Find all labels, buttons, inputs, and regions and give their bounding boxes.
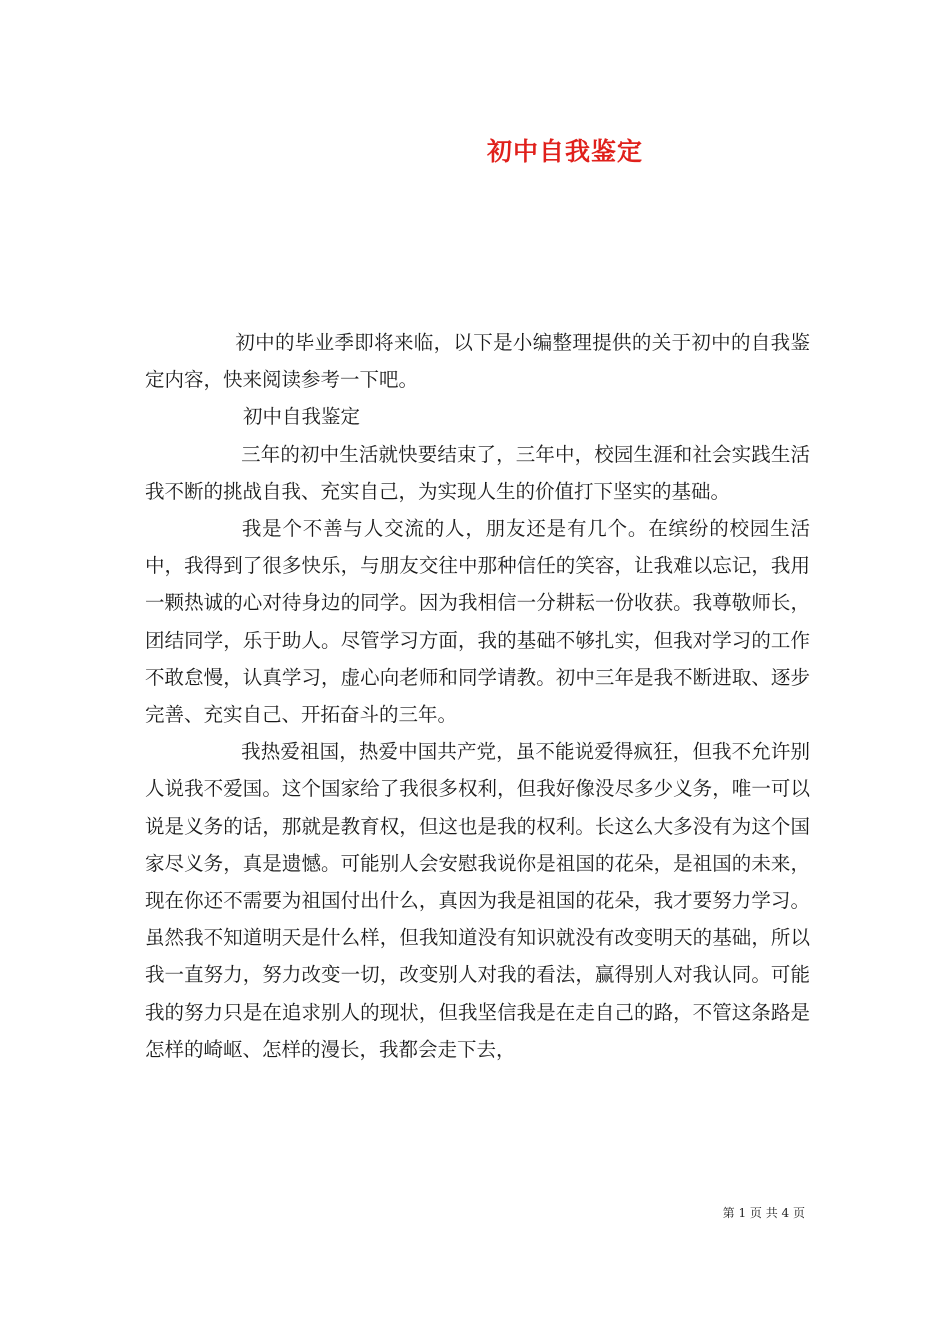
page-footer: 第 1 页 共 4 页 — [722, 1206, 805, 1220]
body-paragraph — [145, 436, 810, 510]
document-title: 初中自我鉴定 — [486, 137, 643, 166]
subtitle-paragraph — [145, 398, 810, 435]
body-paragraph — [145, 510, 810, 733]
paragraph-text: 我热爱祖国，热爱中国共产党，虽不能说爱得疯狂，但我不允许别人说我不爱国。这个国家给了我很多权利，但我好像没尽多少义务，唯一可以说是义务的话，那就是教育权，但这也是我的权利。长这么大多没有为这个国家尽义务，真是遗憾。可能别人会安慰我说你是祖国的花朵，是祖国的未来，现在你还不需要为祖国付出什么，真因为我是祖国的花朵，我才要努力学习。虽然我不知道明天是什么样，但我知道没有知识就没有改变明天的基础，所以我一直努力，努力改变一切，改变别人对我的看法，赢得别人对我认同。可能我的努力只是在追求别人的现状，但我坚信我是在走自己的路，不管这条路是怎样的崎岖、怎样的漫长，我都会走下去， — [145, 740, 810, 1061]
paragraph-text: 我是个不善与人交流的人，朋友还是有几个。在缤纷的校园生活中，我得到了很多快乐，与朋友交往中那种信任的笑容，让我难以忘记，我用一颗热诚的心对待身边的同学。因为我相信一分耕耘一份收获。我尊敬师长，团结同学，乐于助人。尽管学习方面，我的基础不够扎实，但我对学习的工作不敢怠慢，认真学习，虚心向老师和同学请教。初中三年是我不断进取、逐步完善、充实自己、开拓奋斗的三年。 — [145, 517, 810, 727]
intro-text: 初中的毕业季即将来临，以下是小编整理提供的关于初中的自我鉴定内容，快来阅读参考一下吧。 — [145, 331, 810, 392]
intro-paragraph — [145, 324, 810, 398]
body-paragraph — [145, 733, 810, 1068]
paragraph-text: 三年的初中生活就快要结束了，三年中，校园生涯和社会实践生活我不断的挑战自我、充实自己，为实现人生的价值打下坚实的基础。 — [145, 442, 810, 503]
subtitle-text: 初中自我鉴定 — [243, 405, 361, 429]
document-body — [145, 324, 810, 1068]
